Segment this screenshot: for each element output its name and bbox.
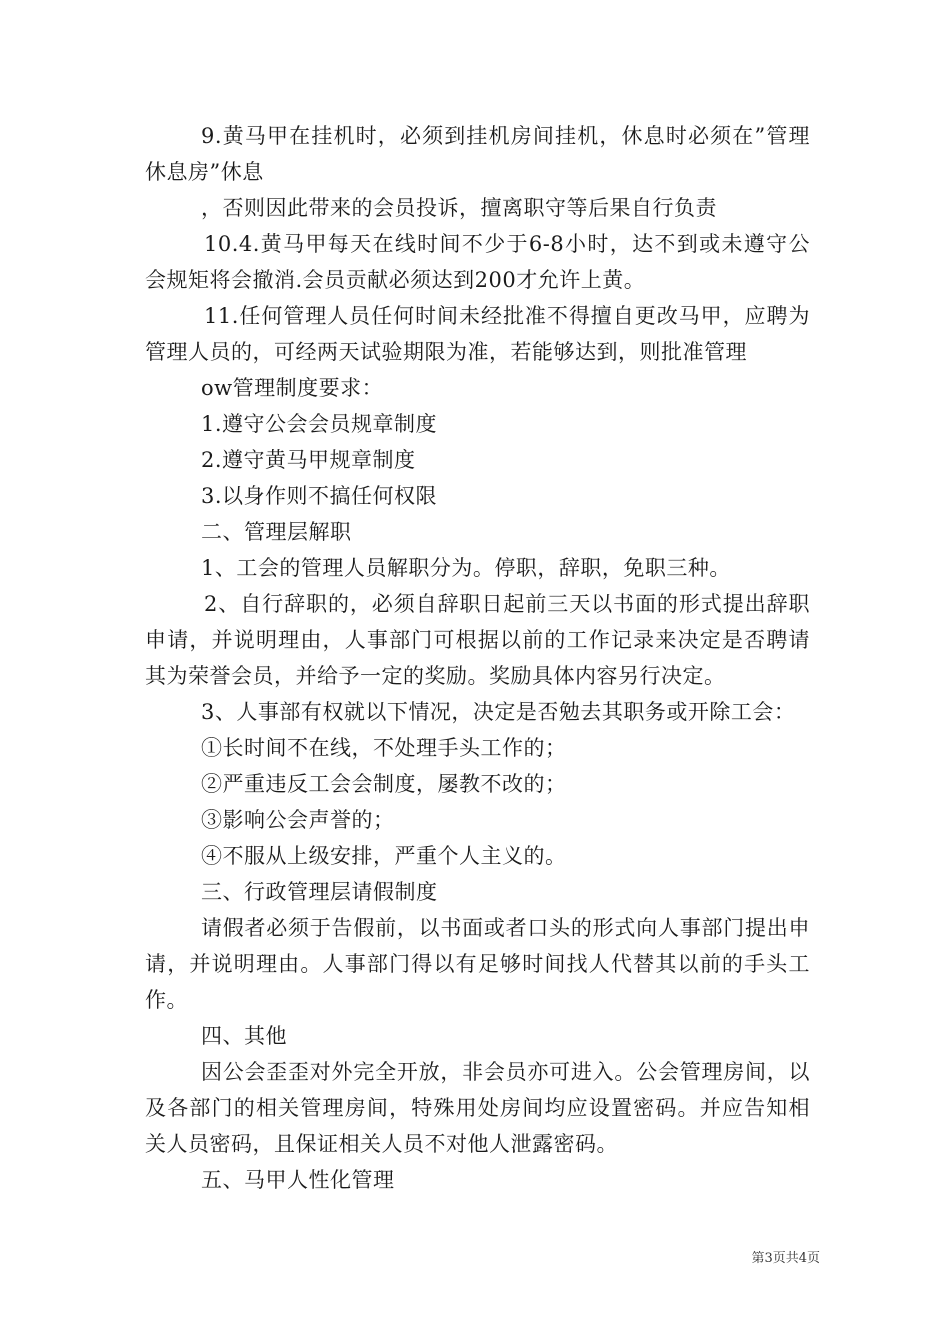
list-item-requirement-2: 2.遵守黄马甲规章制度 bbox=[201, 448, 416, 472]
document-body bbox=[145, 118, 810, 1198]
page-number-footer: 第3页共4页 bbox=[751, 1251, 820, 1266]
paragraph-rule-9: 9.黄马甲在挂机时，必须到挂机房间挂机，休息时必须在”管理休息房”休息 bbox=[145, 124, 810, 184]
paragraph-rule-10: 10.4.黄马甲每天在线时间不少于6-8小时，达不到或未遵守公会规矩将会撤消.会员贡献必须达到200才允许上黄。 bbox=[145, 232, 810, 292]
list-item-condition-1: ①长时间不在线，不处理手头工作的； bbox=[201, 736, 567, 760]
paragraph-rule-11: 11.任何管理人员任何时间未经批准不得擅自更改马甲，应聘为管理人员的，可经两天试验期限为准，若能够达到，则批准管理 bbox=[145, 304, 810, 364]
section-heading-leave: 三、行政管理层请假制度 bbox=[201, 880, 438, 904]
paragraph-rule-9-continued: ，否则因此带来的会员投诉，擅离职守等后果自行负责 bbox=[201, 196, 717, 220]
list-item-condition-4: ④不服从上级安排，严重个人主义的。 bbox=[201, 844, 567, 868]
paragraph-leave: 请假者必须于告假前，以书面或者口头的形式向人事部门提出申请，并说明理由。人事部门得以有足够时间找人代替其以前的手头工作。 bbox=[145, 916, 810, 1012]
paragraph-dismissal-1: 1、工会的管理人员解职分为。停职，辞职，免职三种。 bbox=[201, 556, 731, 580]
paragraph-other: 因公会歪歪对外完全开放，非会员亦可进入。公会管理房间，以及各部门的相关管理房间，特殊用处房间均应设置密码。并应告知相关人员密码，且保证相关人员不对他人泄露密码。 bbox=[145, 1060, 810, 1156]
paragraph-dismissal-3: 3、人事部有权就以下情况，决定是否勉去其职务或开除工会： bbox=[201, 700, 796, 724]
list-item-condition-2: ②严重违反工会会制度，屡教不改的； bbox=[201, 772, 567, 796]
section-heading-dismissal: 二、管理层解职 bbox=[201, 520, 352, 544]
paragraph-dismissal-2: 2、自行辞职的，必须自辞职日起前三天以书面的形式提出辞职申请，并说明理由，人事部门可根据以前的工作记录来决定是否聘请其为荣誉会员，并给予一定的奖励。奖励具体内容另行决定。 bbox=[145, 592, 810, 688]
paragraph-ow-requirements-heading: ow管理制度要求： bbox=[201, 376, 384, 400]
section-heading-humanized: 五、马甲人性化管理 bbox=[201, 1168, 395, 1192]
list-item-requirement-3: 3.以身作则不搞任何权限 bbox=[201, 484, 438, 508]
section-heading-other: 四、其他 bbox=[201, 1024, 287, 1048]
list-item-condition-3: ③影响公会声誉的； bbox=[201, 808, 395, 832]
list-item-requirement-1: 1.遵守公会会员规章制度 bbox=[201, 412, 438, 436]
